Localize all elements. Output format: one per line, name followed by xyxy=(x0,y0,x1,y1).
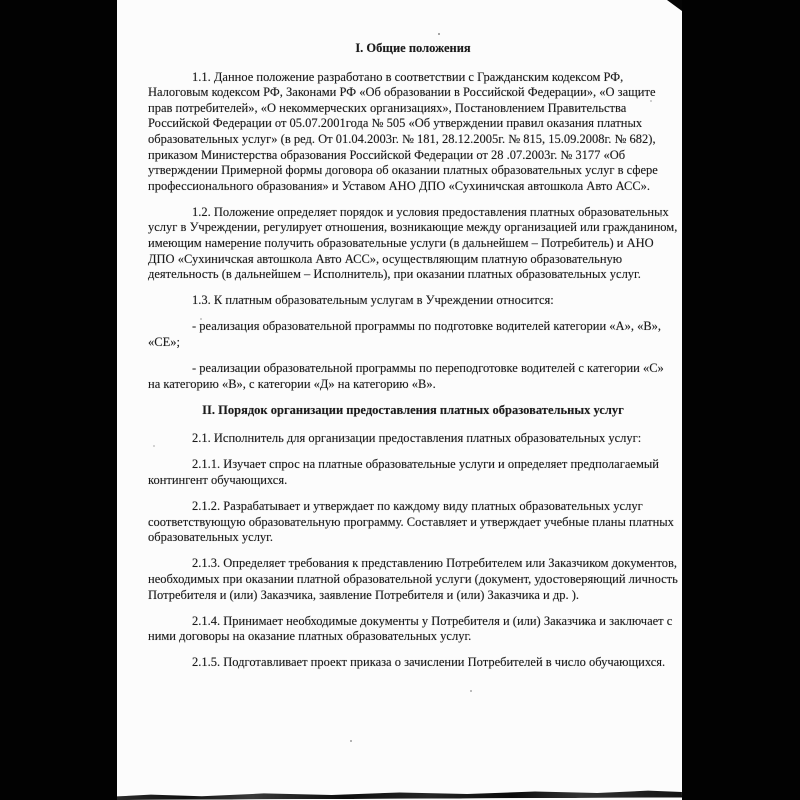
paragraph-1-2: 1.2. Положение определяет порядок и условия предоставления платных образовательных услуг в Учреждении, регулирует отношения, возникающие между организацией или гражданином, имеющим намерение получить образовательные услуги (в дальнейшем – Потребитель) и АНО ДПО «Сухиничская автошкола Авто АСС», осуществляющим платную образовательную деятельность (в дальнейшем – Исполнитель), при оказании платных образовательных услуг. xyxy=(148,204,678,282)
paragraph-2-1-4: 2.1.4. Принимает необходимые документы у Потребителя и (или) Заказчика и заключает с ними договоры на оказание платных образовательных услуг. xyxy=(148,613,673,644)
paragraph-2-1-5: 2.1.5. Подготавливает проект приказа о зачислении Потребителей в число обучающихся. xyxy=(192,655,666,670)
scan-border-right xyxy=(682,0,800,800)
paragraph-1-1: 1.1. Данное положение разработано в соответствии с Гражданским кодексом РФ, Налоговым кодексом РФ, Законами РФ «Об образовании в Российской Федерации», «О защите прав потребителей», «О некоммерческих организациях», Постановлением Правительства Российской Федерации от 05.07.2001года № 505 «Об утверждении правил оказания платных образовательных услуг» (в ред. От 01.04.2003г. № 181, 28.12.2005г. № 815, 15.09.2008г. № 682), приказом Министерства образования Российской Федерации от 28 .07.2003г. № 3177 «Об утверждении Примерной формы договора об оказании платных образовательных услуг в сфере профессионального образования» и Уставом АНО ДПО «Сухиничская автошкола Авто АСС». xyxy=(148,69,658,193)
paragraph-1-3: 1.3. К платным образовательным услугам в Учреждении относится: xyxy=(192,293,554,308)
scan-edge-bottom xyxy=(117,789,682,800)
paragraph-2-1: 2.1. Исполнитель для организации предоставления платных образовательных услуг: xyxy=(192,431,642,446)
list-item-program-retraining: - реализации образовательной программы по переподготовке водителей с категории «С» на категорию «В», с категории «Д» на категорию «В». xyxy=(148,361,664,391)
list-item-program-a-b-ce: - реализация образовательной программы по подготовке водителей категории «А», «В», «СЕ»; xyxy=(148,319,662,349)
document-page xyxy=(148,0,678,682)
section-heading-general: I. Общие положения xyxy=(355,41,471,55)
scan-speckles xyxy=(438,33,440,35)
section-heading-order: II. Порядок организации предоставления платных образовательных услуг xyxy=(202,402,624,417)
paragraph-2-1-1: 2.1.1. Изучает спрос на платные образовательные услуги и определяет предполагаемый контингент обучающихся. xyxy=(148,457,659,488)
scan-border-left xyxy=(0,0,117,800)
paragraph-2-1-3: 2.1.3. Определяет требования к представлению Потребителем или Заказчиком документов, необходимых при оказании платной образовательной услуги (документ, удостоверяющий личность Потребителя и (или) Заказчика, заявление Потребителя и (или) Заказчика и др. ). xyxy=(148,556,678,602)
paragraph-2-1-2: 2.1.2. Разрабатывает и утверждает по каждому виду платных образовательных услуг соответствующую образовательную программу. Составляет и утверждает учебные планы платных образовательных услуг. xyxy=(148,499,674,545)
